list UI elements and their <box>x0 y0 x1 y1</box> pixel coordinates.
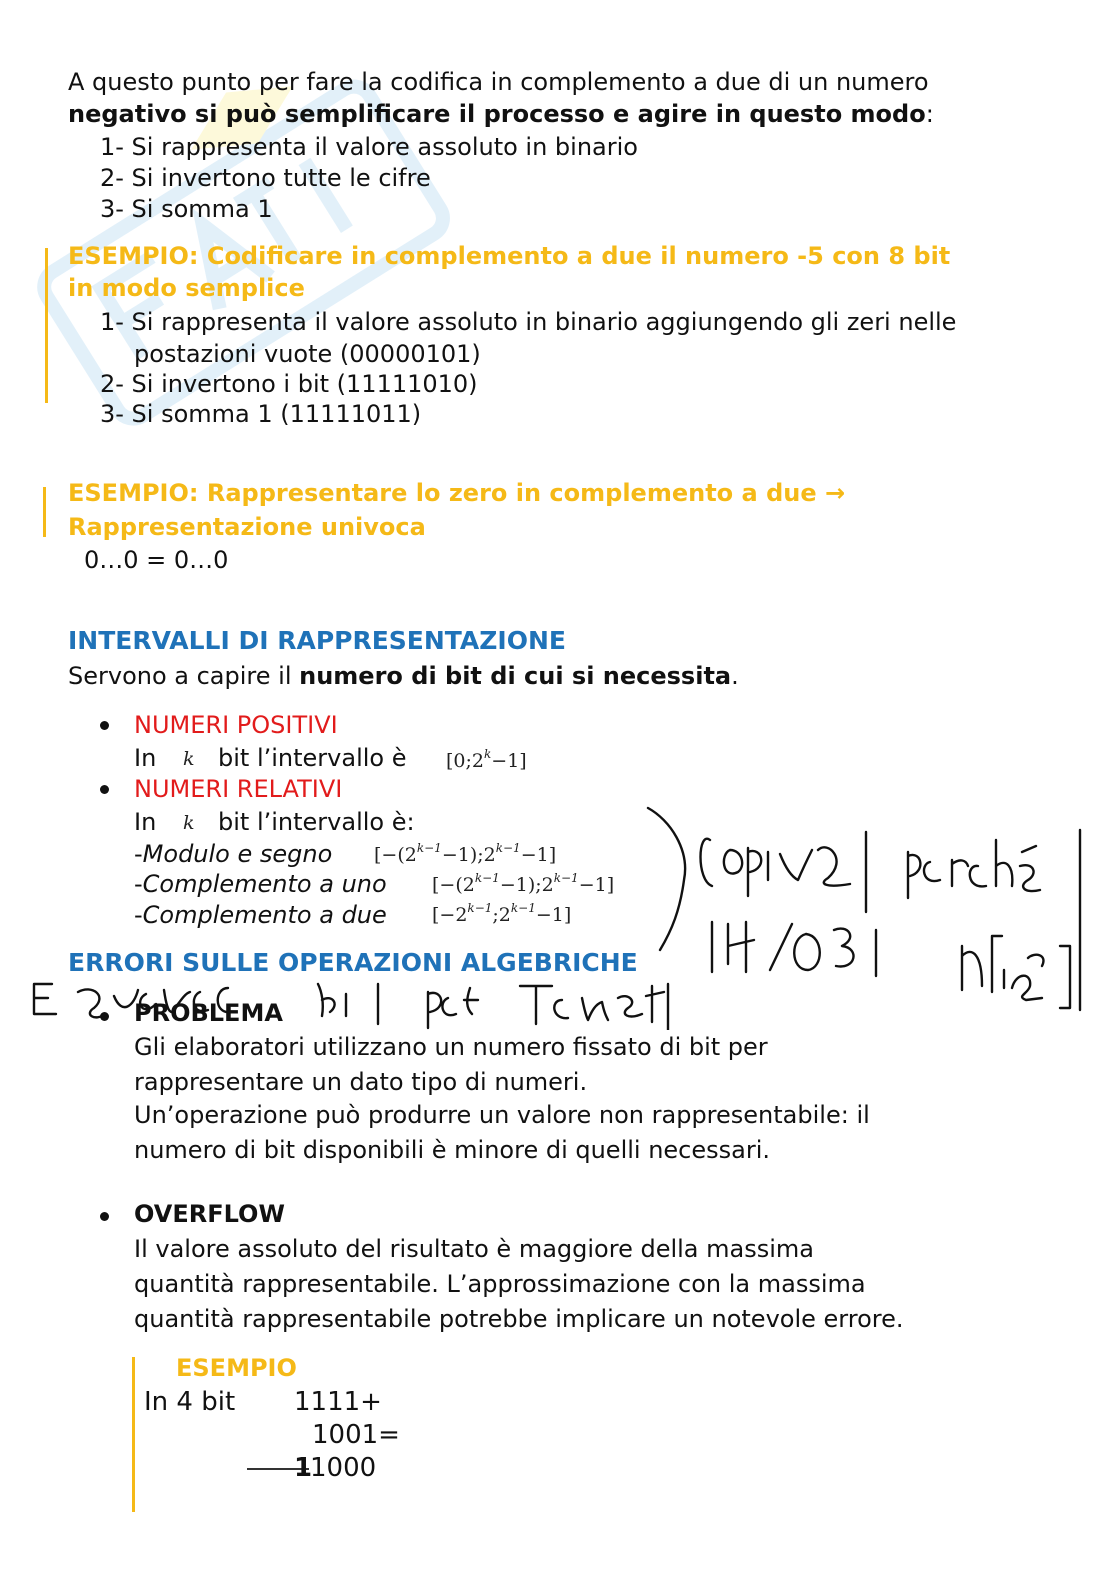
overflow-example-title: ESEMPIO <box>176 1354 297 1382</box>
intro-step-3: 3- Si somma 1 <box>100 195 273 223</box>
example-1-title-line-1: ESEMPIO: Codificare in complemento a due il numero -5 con 8 bit <box>68 242 951 270</box>
bullet-icon <box>100 1212 109 1221</box>
example-1-step-1b: postazioni vuote (00000101) <box>134 340 481 368</box>
formula-part: −1);2 <box>499 874 554 896</box>
formula-sup: k−1 <box>553 871 579 885</box>
formula-part: −1);2 <box>441 844 496 866</box>
overflow-example-operand-2: 1001= <box>312 1420 400 1450</box>
relative-in-label: In <box>134 808 157 836</box>
item-dash: - <box>134 870 143 898</box>
item-name: Complemento a due <box>142 901 387 929</box>
example-1-title-line-2: in modo semplice <box>68 274 305 302</box>
formula-sup: k−1 <box>416 841 442 855</box>
positive-numbers-label: NUMERI POSITIVI <box>134 711 338 739</box>
bullet-icon <box>100 785 109 794</box>
problem-line-1: Gli elaboratori utilizzano un numero fissato di bit per <box>134 1033 768 1061</box>
example-2-equation: 0…0 = 0…0 <box>84 546 229 574</box>
intro-step-1: 1- Si rappresenta il valore assoluto in binario <box>100 133 638 161</box>
overflow-example-accent-bar <box>132 1357 135 1512</box>
example-2-title-line-2: Rappresentazione univoca <box>68 513 426 541</box>
bullet-icon <box>100 1012 109 1021</box>
overflow-example-carry: 1 <box>294 1453 313 1483</box>
formula-part: −1] <box>520 844 557 866</box>
relative-interval-text: bit l’intervallo è: <box>218 808 415 836</box>
overflow-example-label: In 4 bit <box>144 1387 236 1417</box>
overflow-title: OVERFLOW <box>134 1200 285 1228</box>
intervals-intro-bold: numero di bit di cui si necessita <box>299 662 732 690</box>
relative-numbers-label: NUMERI RELATIVI <box>134 775 343 803</box>
problem-title: PROBLEMA <box>134 999 283 1027</box>
formula-part: −1] <box>578 874 615 896</box>
item-dash: - <box>134 840 143 868</box>
overflow-line-2: quantità rappresentabile. L’approssimazione con la massima <box>134 1270 866 1298</box>
errors-heading: ERRORI SULLE OPERAZIONI ALGEBRICHE <box>68 948 638 977</box>
relative-item-complemento-uno <box>134 868 387 900</box>
positive-formula-post: −1] <box>491 750 527 772</box>
intro-line-1: A questo punto per fare la codifica in complemento a due di un numero <box>68 68 929 96</box>
positive-k-var <box>183 748 195 770</box>
formula-part: ;2 <box>492 904 511 926</box>
intro-bold-text: negativo si può semplificare il processo e agire in questo modo <box>68 100 926 128</box>
positive-formula-sup: k <box>484 747 492 761</box>
problem-line-3: Un’operazione può produrre un valore non rappresentabile: il <box>134 1101 870 1129</box>
overflow-line-1: Il valore assoluto del risultato è maggiore della massima <box>134 1235 814 1263</box>
positive-in-label: In <box>134 744 157 772</box>
overflow-line-3: quantità rappresentabile potrebbe implicare un notevole errore. <box>134 1305 904 1333</box>
problem-line-4: numero di bit disponibili è minore di quelli necessari. <box>134 1136 771 1164</box>
formula-part: −1] <box>535 904 572 926</box>
formula-part: [−2 <box>432 904 468 926</box>
formula-part: [−(2 <box>432 874 475 896</box>
formula-sup: k−1 <box>467 901 493 915</box>
relative-item-complemento-due <box>134 899 387 931</box>
relative-formula-complemento-uno <box>432 871 615 896</box>
item-dash: - <box>134 901 143 929</box>
intro-line-2 <box>68 98 934 130</box>
relative-formula-complemento-due <box>432 901 572 926</box>
relative-formula-modulo <box>374 841 557 866</box>
overflow-example-result: 1000 <box>310 1453 377 1483</box>
formula-sup: k−1 <box>495 841 521 855</box>
intervals-heading: INTERVALLI DI RAPPRESENTAZIONE <box>68 626 566 655</box>
problem-line-2: rappresentare un dato tipo di numeri. <box>134 1068 588 1096</box>
example-2-title-line-1: ESEMPIO: Rappresentare lo zero in complemento a due → <box>68 479 846 507</box>
positive-interval-text: bit l’intervallo è <box>218 744 407 772</box>
formula-part: [−(2 <box>374 844 417 866</box>
positive-k-italic: k <box>183 748 195 770</box>
item-name: Complemento a uno <box>142 870 387 898</box>
formula-sup: k−1 <box>510 901 536 915</box>
positive-formula-pre: [0;2 <box>446 750 484 772</box>
example-2-accent-bar <box>43 487 46 537</box>
example-1-step-2: 2- Si invertono i bit (11111010) <box>100 370 478 398</box>
formula-sup: k−1 <box>474 871 500 885</box>
intro-step-2: 2- Si invertono tutte le cifre <box>100 164 431 192</box>
positive-interval-formula <box>446 747 527 772</box>
intervals-intro-post: . <box>731 662 739 690</box>
overflow-example-operand-1: 1111+ <box>294 1387 382 1417</box>
example-1-step-1a: 1- Si rappresenta il valore assoluto in binario aggiungendo gli zeri nelle <box>100 308 957 336</box>
relative-k-italic: k <box>183 812 195 834</box>
intro-line-2-tail: : <box>925 100 934 128</box>
example-1-accent-bar <box>45 248 48 403</box>
intervals-intro-pre: Servono a capire il <box>68 662 300 690</box>
item-name: Modulo e segno <box>142 840 333 868</box>
example-1-step-3: 3- Si somma 1 (11111011) <box>100 400 422 428</box>
bullet-icon <box>100 721 109 730</box>
intervals-intro <box>68 660 739 692</box>
relative-k-var <box>183 812 195 834</box>
relative-item-modulo <box>134 838 332 870</box>
